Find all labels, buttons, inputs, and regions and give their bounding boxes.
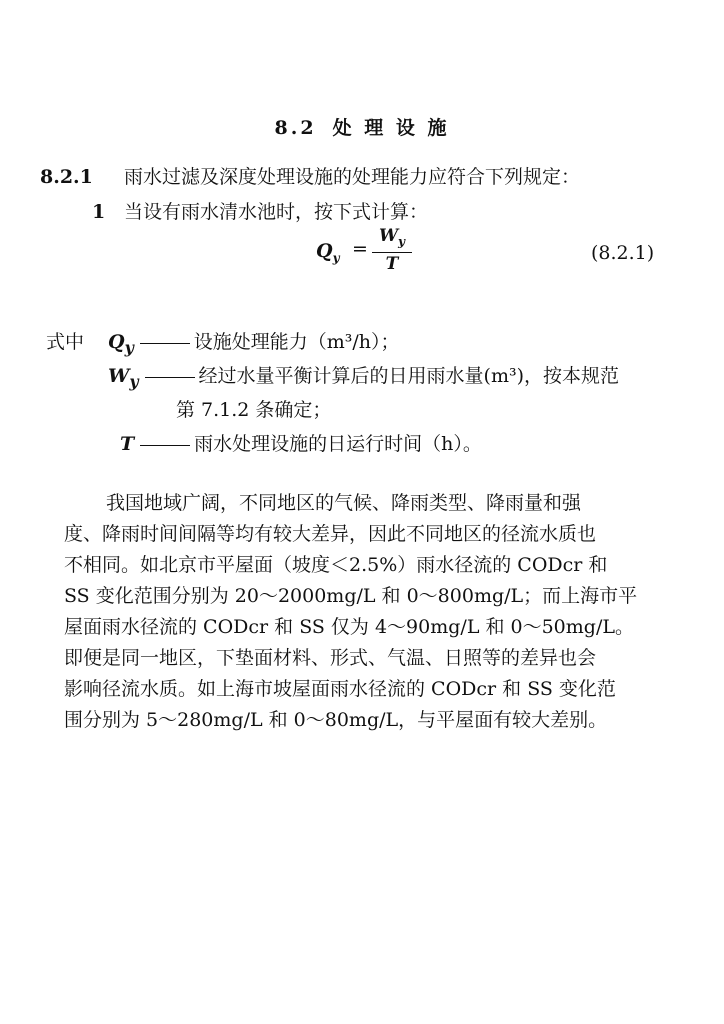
where-label: 式中 [46, 331, 85, 353]
commentary-line: 围分别为 5～280mg/L 和 0～80mg/L，与平屋面有较大差别。 [64, 709, 608, 731]
equation-number: (8.2.1) [591, 242, 655, 264]
commentary-line: SS 变化范围分别为 20～2000mg/L 和 0～800mg/L；而上海市平 [64, 585, 638, 607]
commentary-line: 不相同。如北京市平屋面（坡度＜2.5%）雨水径流的 CODcr 和 [64, 554, 608, 576]
definition-wy [108, 361, 619, 391]
commentary-line: 即便是同一地区，下垫面材料、形式、气温、日照等的差异也会 [64, 647, 597, 669]
commentary-line: 影响径流水质。如上海市坡屋面雨水径流的 CODcr 和 SS 变化范 [64, 678, 616, 700]
clause-number: 8.2.1 [40, 166, 93, 188]
formula-fraction [372, 226, 412, 274]
fraction-bar [372, 252, 412, 253]
item-1 [92, 197, 428, 224]
definition-text: 雨水处理设施的日运行时间（h）。 [194, 433, 482, 455]
commentary-line: 度、降雨时间间隔等均有较大差异，因此不同地区的径流水质也 [64, 523, 597, 545]
clause-text: 雨水过滤及深度处理设施的处理能力应符合下列规定： [124, 166, 581, 188]
em-dash [140, 343, 190, 344]
definition-text: 设施处理能力（m³/h）； [193, 331, 400, 353]
commentary-line: 屋面雨水径流的 CODcr 和 SS 仅为 4～90mg/L 和 0～50mg/L。 [64, 616, 634, 638]
definition-symbol: T [120, 433, 135, 455]
clause-8-2-1 [40, 162, 580, 189]
section-number: 8.2 [274, 117, 317, 139]
item-number: 1 [92, 201, 106, 223]
definition-wy-continued: 第 7.1.2 条确定； [176, 399, 332, 421]
formula-equals: = [352, 238, 368, 260]
section-heading [0, 113, 724, 140]
definition-t [120, 429, 482, 456]
definition-symbol: $Q_y$ [108, 331, 134, 357]
definition-qy [108, 327, 400, 357]
definition-symbol: $W_y$ [108, 365, 139, 391]
em-dash [140, 445, 190, 446]
formula-numerator: $W_y$ [378, 226, 406, 249]
commentary-line: 我国地域广阔，不同地区的气候、降雨类型、降雨量和强 [106, 492, 582, 514]
section-title: 处 理 设 施 [332, 117, 450, 139]
formula-lhs: $Q_y$ [316, 240, 340, 265]
item-text: 当设有雨水清水池时，按下式计算： [124, 201, 429, 223]
formula-denominator: T [385, 254, 399, 275]
em-dash [145, 377, 195, 378]
definition-text: 经过水量平衡计算后的日用雨水量(m³)，按本规范 [198, 365, 620, 387]
